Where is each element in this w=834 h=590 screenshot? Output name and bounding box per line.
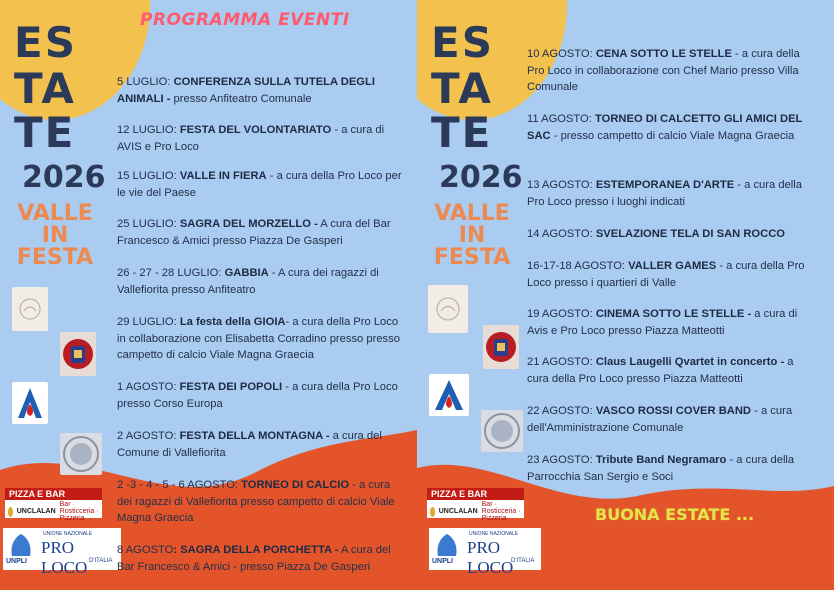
pizza-bar-logo xyxy=(427,488,524,522)
vallefiorita-logo xyxy=(12,287,48,331)
event-item: 14 AGOSTO: SVELAZIONE TELA DI SAN ROCCO xyxy=(527,228,785,240)
coat-of-arms-logo xyxy=(483,325,519,369)
unpli-italia: D'ITALIA xyxy=(89,558,113,564)
event-item: 23 AGOSTO: Tribute Band Negramaro - a cura della Parrocchia San Sergio e Soci xyxy=(527,454,795,483)
unpli-union: UNIONE NAZIONALE xyxy=(469,531,519,537)
event-item: 1 AGOSTO: FESTA DEI POPOLI - a cura della Pro Loco presso Corso Europa xyxy=(117,381,398,410)
event-item: 11 AGOSTO: TORNEO DI CALCETTO GLI AMICI DEL SAC - presso campetto di calcio Viale Magna Graecia xyxy=(527,113,803,142)
event-item: 21 AGOSTO: Claus Laugelli Qvartet in concerto - a cura della Pro Loco presso Piazza Matteotti xyxy=(527,356,794,385)
unpli-logo xyxy=(3,528,121,577)
event-item: 2 -3 - 4 - 5 - 6 AGOSTO: TORNEO DI CALCIO - a cura dei ragazzi di Vallefiorita presso campetto di calcio Viale Magna Graecia xyxy=(117,479,395,524)
event-item: 16-17-18 AGOSTO: VALLER GAMES - a cura della Pro Loco presso i quartieri di Valle xyxy=(527,260,805,289)
subtitle-festa: FESTA xyxy=(16,245,94,270)
pizza-icon xyxy=(8,507,13,517)
event-item: 10 AGOSTO: CENA SOTTO LE STELLE - a cura della Pro Loco in collaborazione con Chef Mario presso Villa Comunale xyxy=(527,48,800,93)
event-item: 2 AGOSTO: FESTA DELLA MONTAGNA - a cura del Comune di Vallefiorita xyxy=(117,430,382,459)
program-title: PROGRAMMA EVENTI xyxy=(140,10,350,30)
closing-greeting: BUONA ESTATE ... xyxy=(595,505,755,524)
event-item: 5 LUGLIO: CONFERENZA SULLA TUTELA DEGLI ANIMALI - presso Anfiteatro Comunale xyxy=(117,76,375,105)
right-page xyxy=(417,0,834,590)
seal-logo xyxy=(481,410,523,452)
subtitle-valle: VALLE xyxy=(17,201,93,226)
pizza-bar-logo xyxy=(5,488,102,522)
event-item: 19 AGOSTO: CINEMA SOTTO LE STELLE - a cura di Avis e Pro Loco presso Piazza Matteotti xyxy=(527,308,798,337)
proloco-name: PRO LOCO xyxy=(467,538,514,577)
subtitle-in: IN xyxy=(41,223,69,248)
avis-logo xyxy=(429,374,469,416)
unpli-union: UNIONE NAZIONALE xyxy=(43,531,93,537)
title-te: TE xyxy=(431,108,493,157)
title-ta: TA xyxy=(431,64,493,113)
unpli-logo xyxy=(429,528,541,577)
seal-logo xyxy=(60,433,102,475)
unpli-label: UNPLI xyxy=(432,558,453,565)
title-year: 2026 xyxy=(439,160,523,195)
event-item: 12 LUGLIO: FESTA DEL VOLONTARIATO - a cura di AVIS e Pro Loco xyxy=(117,124,385,153)
vallefiorita-logo xyxy=(428,285,468,333)
subtitle-in: IN xyxy=(458,223,486,248)
event-item: 26 - 27 - 28 LUGLIO: GABBIA - A cura dei ragazzi di Vallefiorita presso Anfiteatro xyxy=(117,267,379,296)
subtitle-valle: VALLE xyxy=(434,201,510,226)
event-item: 25 LUGLIO: SAGRA DEL MORZELLO - A cura del Bar Francesco & Amici presso Piazza De Gasperi xyxy=(117,218,391,247)
coat-of-arms-logo xyxy=(60,332,96,376)
event-item: 8 AGOSTO: SAGRA DELLA PORCHETTA - A cura del Bar Francesco & Amici - presso Piazza De Gasperi xyxy=(117,544,391,573)
unpli-icon xyxy=(6,530,36,560)
event-item: 29 LUGLIO: La festa della GIOIA- a cura della Pro Loco in collaborazione con Elisabetta Corradino presso presso campetto di calcio Viale Magna Graecia xyxy=(117,316,400,361)
title-es: ES xyxy=(14,18,77,67)
pizza-tagline: Bar · Rosticceria · Pizzeria xyxy=(59,501,99,522)
pizza-bar-label: PIZZA E BAR xyxy=(427,488,524,500)
unpli-label: UNPLI xyxy=(6,558,27,565)
title-es: ES xyxy=(431,18,494,67)
subtitle-festa: FESTA xyxy=(433,245,511,270)
proloco-name: PRO LOCO xyxy=(41,538,88,577)
pizza-brand: UNCLALAN xyxy=(16,508,56,515)
pizza-tagline: Bar · Rosticceria · Pizzeria xyxy=(481,501,521,522)
title-te: TE xyxy=(14,108,76,157)
unpli-italia: D'ITALIA xyxy=(511,558,535,564)
unpli-icon xyxy=(432,530,462,560)
event-item: 22 AGOSTO: VASCO ROSSI COVER BAND - a cura dell'Amministrazione Comunale xyxy=(527,405,793,434)
title-year: 2026 xyxy=(22,160,106,195)
pizza-brand: UNCLALAN xyxy=(438,508,478,515)
pizza-icon xyxy=(430,507,435,517)
pizza-bar-label: PIZZA E BAR xyxy=(5,488,102,500)
event-item: 15 LUGLIO: VALLE IN FIERA - a cura della Pro Loco per le vie del Paese xyxy=(117,170,402,199)
avis-logo xyxy=(12,382,48,424)
title-ta: TA xyxy=(14,64,76,113)
event-item: 13 AGOSTO: ESTEMPORANEA D'ARTE - a cura della Pro Loco presso i luoghi indicati xyxy=(527,179,802,208)
